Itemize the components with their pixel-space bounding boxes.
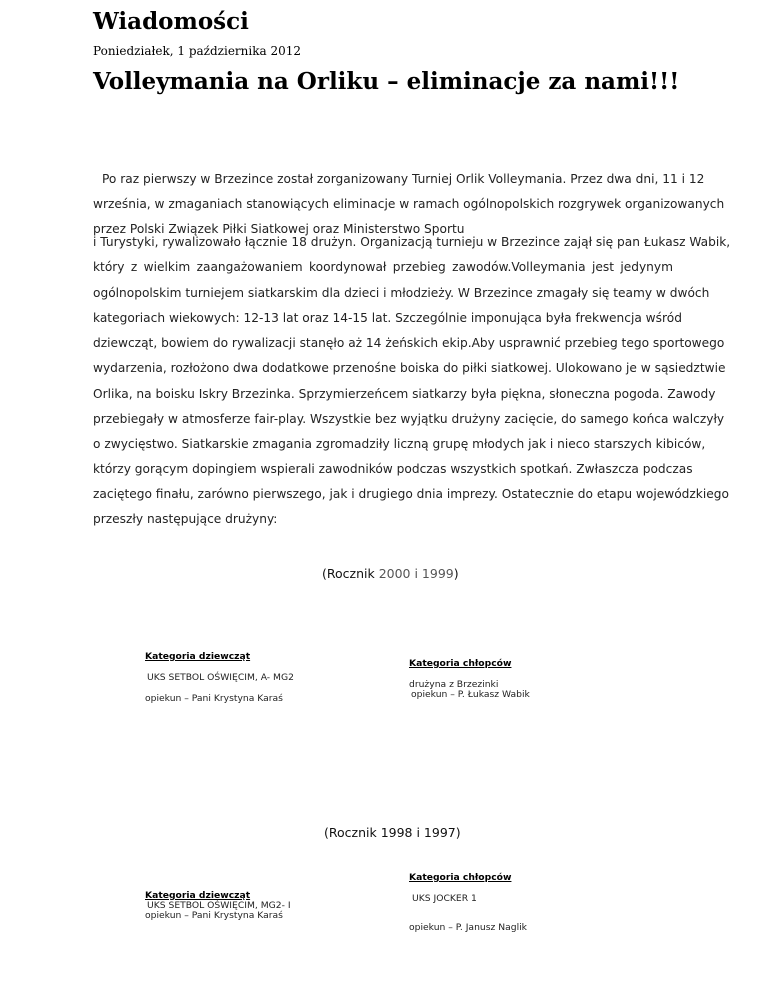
- category-heading: Kategoria chłopców: [409, 872, 512, 883]
- article-line: Po raz pierwszy w Brzezince został zorganizowany Turniej Orlik Volleymania. Przez dwa dni, 11 i 12: [102, 172, 705, 186]
- team-name: UKS SETBOL OŚWIĘCIM, A- MG2: [147, 672, 294, 683]
- site-title: Wiadomości: [93, 8, 249, 35]
- post-title: Volleymania na Orliku – eliminacje za nami!!!: [93, 68, 680, 95]
- coach-name: opiekun – P. Janusz Naglik: [409, 922, 527, 933]
- article-line: Orlika, na boisku Iskry Brzezinka. Sprzymierzeńcem siatkarzy była piękna, słoneczna pogoda. Zawody: [93, 387, 716, 401]
- team-name: UKS SETBOL OŚWIĘCIM, MG2- I: [147, 900, 291, 911]
- article-line: i Turystyki, rywalizowało łącznie 18 drużyn. Organizacją turnieju w Brzezince zajął się pan Łukasz Wabik,: [93, 235, 731, 249]
- post-date: Poniedziałek, 1 października 2012: [93, 44, 302, 58]
- article-line: ogólnopolskim turniejem siatkarskim dla dzieci i młodzieży. W Brzezince zmagały się teamy w dwóch: [93, 286, 710, 300]
- article-line: przeszły następujące drużyny:: [93, 512, 278, 526]
- section-label-group2: (Rocznik 1998 i 1997): [324, 825, 461, 840]
- coach-name: opiekun – Pani Krystyna Karaś: [145, 910, 283, 921]
- category-heading: Kategoria chłopców: [409, 658, 512, 669]
- team-name: UKS JOCKER 1: [412, 893, 477, 904]
- article-line: kategoriach wiekowych: 12-13 lat oraz 14-15 lat. Szczególnie imponująca była frekwencja wśród: [93, 311, 682, 325]
- article-line: wydarzenia, rozłożono dwa dodatkowe przenośne boiska do piłki siatkowej. Ulokowano je w sąsiedztwie: [93, 361, 726, 375]
- article-line: września, w zmaganiach stanowiących eliminacje w ramach ogólnopolskich rozgrywek organizowanych: [93, 197, 725, 211]
- article-line: przebiegały w atmosferze fair-play. Wszystkie bez wyjątku drużyny zacięcie, do samego końca walczyły: [93, 412, 725, 426]
- article-line: o zwycięstwo. Siatkarskie zmagania zgromadziły liczną grupę młodych jak i nieco starszych kibiców,: [93, 437, 706, 451]
- article-line: przez Polski Związek Piłki Siatkowej oraz Ministerstwo Sportu: [93, 222, 465, 236]
- article-line: dziewcząt, bowiem do rywalizacji stanęło aż 14 żeńskich ekip.Aby usprawnić przebieg tego sportowego: [93, 336, 725, 350]
- article-line: którzy gorącym dopingiem wspierali zawodników podczas wszystkich spotkań. Zwłaszcza podczas: [93, 462, 693, 476]
- team-name: drużyna z Brzezinki: [409, 679, 499, 690]
- category-heading: Kategoria dziewcząt: [145, 890, 251, 901]
- coach-name: opiekun – P. Łukasz Wabik: [411, 689, 530, 700]
- section-label-group1: (Rocznik 2000 i 1999): [322, 566, 459, 581]
- article-line: zaciętego finału, zarówno pierwszego, jak i drugiego dnia imprezy. Ostatecznie do etapu wojewódzkiego: [93, 487, 729, 501]
- article-line: który z wielkim zaangażowaniem koordynował przebieg zawodów.Volleymania jest jedynym: [93, 260, 673, 274]
- category-heading: Kategoria dziewcząt: [145, 651, 251, 662]
- coach-name: opiekun – Pani Krystyna Karaś: [145, 693, 283, 704]
